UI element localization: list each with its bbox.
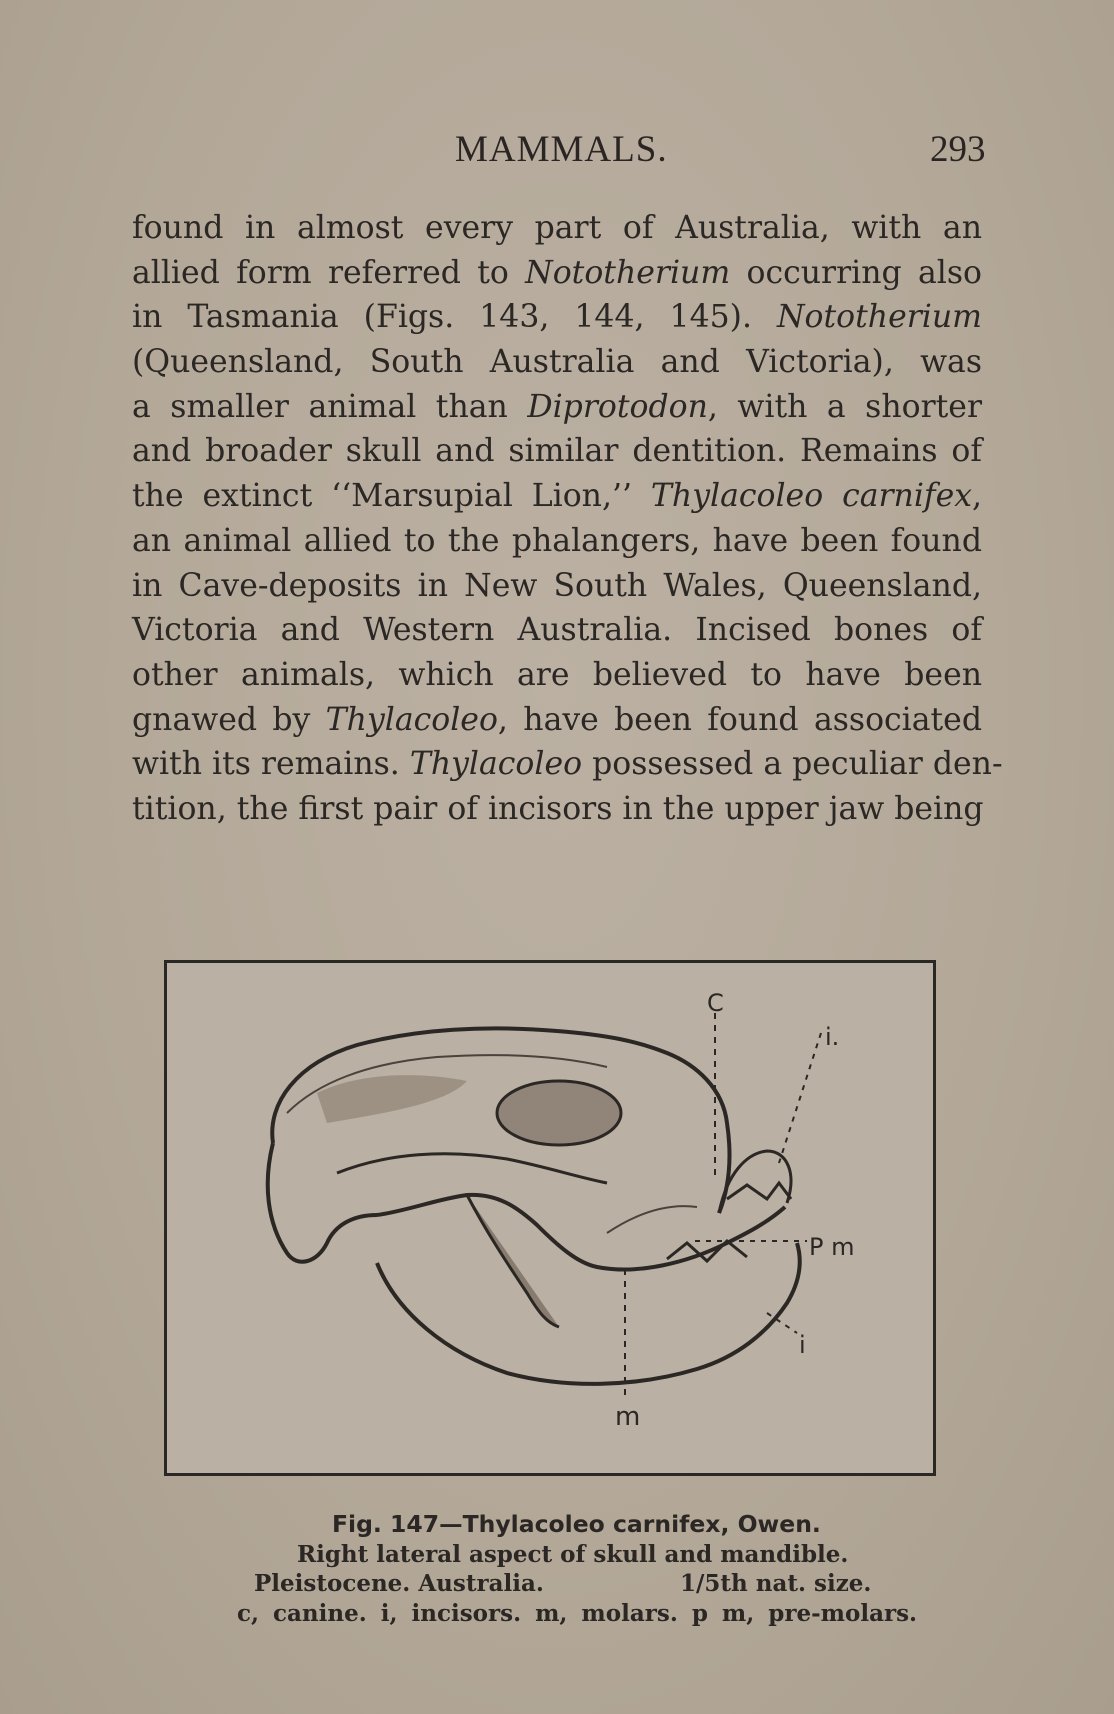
zygomatic-arch — [337, 1154, 607, 1183]
incisor-upper-leader — [779, 1033, 821, 1163]
mandible-upper-edge — [377, 1195, 785, 1270]
caption-scale: 1/5th nat. size. — [680, 1570, 872, 1597]
running-title: MAMMALS. — [455, 129, 668, 170]
orbit — [497, 1081, 621, 1145]
text-line — [132, 340, 982, 385]
text-line — [132, 385, 982, 430]
text-run: (Queensland, South Australia and Victoria), was — [132, 344, 982, 381]
text-run: tition, the first pair of incisors in the upper jaw being — [132, 790, 984, 827]
text-line — [132, 251, 982, 296]
figure-147 — [164, 960, 936, 1476]
text-line — [132, 608, 982, 653]
text-line — [132, 742, 1003, 787]
text-line — [132, 295, 982, 340]
occipital-outline — [268, 1143, 377, 1262]
text-line — [132, 698, 982, 743]
text-run: with its remains. — [132, 746, 410, 783]
italic-taxon: Nototherium — [525, 254, 731, 291]
text-run: in Cave-deposits in New South Wales, Queensland, — [132, 567, 982, 604]
text-run: occurring also — [730, 254, 982, 291]
text-line — [132, 519, 982, 564]
label-incisors-lower: i — [799, 1331, 806, 1359]
italic-taxon: Thylacoleo — [409, 746, 583, 783]
italic-taxon: Thylacoleo — [325, 701, 498, 738]
text-line — [132, 474, 982, 519]
text-line — [132, 653, 982, 698]
body-paragraph — [132, 206, 1003, 832]
skull-illustration — [167, 963, 933, 1473]
caption-key: c, canine. i, incisors. m, molars. p m, pre-molars. — [237, 1600, 918, 1627]
text-run: possessed a peculiar den- — [582, 746, 1003, 783]
text-run: , — [971, 478, 982, 515]
caption-title: Fig. 147—Thylacoleo carnifex, Owen. — [332, 1510, 821, 1538]
coronoid-process — [467, 1195, 559, 1327]
label-incisors-upper: i. — [825, 1023, 840, 1051]
upper-teeth — [727, 1183, 791, 1199]
text-line — [132, 787, 982, 832]
italic-taxon: Thylacoleo carnifex — [650, 478, 972, 515]
running-header — [0, 128, 1114, 178]
text-line — [132, 206, 982, 251]
text-run: , with a shorter — [707, 388, 982, 425]
premolar-blade — [607, 1206, 697, 1233]
text-run: a smaller animal than — [132, 388, 528, 425]
italic-taxon: Nototherium — [776, 299, 982, 336]
label-molars: m — [615, 1402, 641, 1432]
text-run: the extinct ‘‘Marsupial Lion,’’ — [132, 478, 651, 515]
text-line — [132, 429, 982, 474]
text-run: found in almost every part of Australia, with an — [132, 210, 982, 246]
label-premolars: P m — [809, 1233, 855, 1261]
temporal-fossa — [317, 1075, 467, 1123]
text-run: and broader skull and similar dentition. Remains of — [132, 433, 982, 470]
text-run: Victoria and Western Australia. Incised bones of — [132, 612, 982, 649]
italic-taxon: Diprotodon — [527, 388, 708, 425]
text-run: other animals, which are believed to have been — [132, 656, 982, 693]
text-run: , have been found associated — [497, 701, 982, 738]
text-run: gnawed by — [132, 701, 326, 738]
caption-description: Right lateral aspect of skull and mandible. — [297, 1541, 849, 1568]
text-run: in Tasmania (Figs. 143, 144, 145). — [132, 299, 777, 336]
text-run: allied form referred to — [132, 254, 526, 291]
text-line — [132, 564, 982, 609]
caption-period-locality: Pleistocene. Australia. — [254, 1570, 544, 1597]
page-number: 293 — [930, 129, 986, 170]
label-canine: C — [707, 989, 724, 1017]
text-run: an animal allied to the phalangers, have been found — [132, 522, 982, 559]
